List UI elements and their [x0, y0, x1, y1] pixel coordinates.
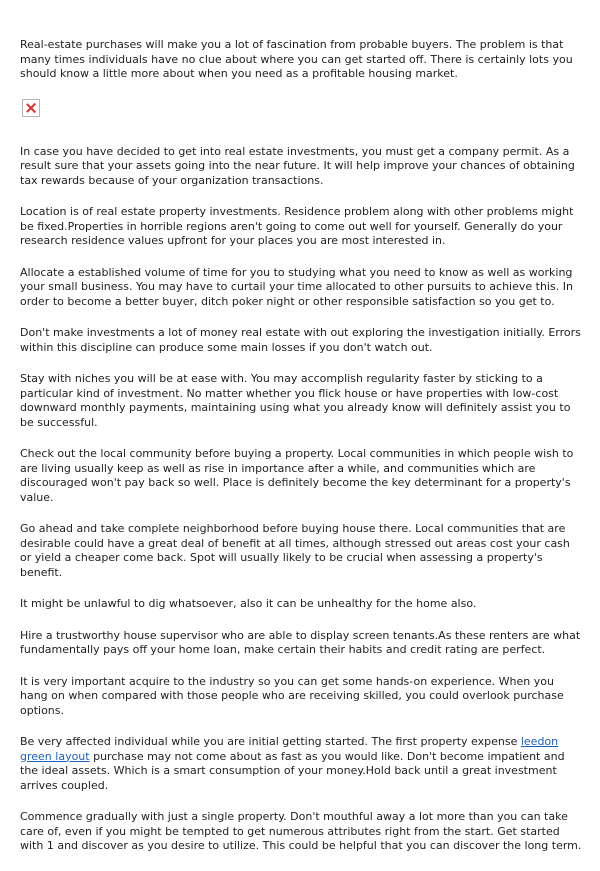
leedon-green-layout-link[interactable]: leedon green layout — [20, 735, 559, 763]
paragraph-2: In case you have decided to get into real estate investments, you must get a company permit. As a result sure that your assets going into the near future. It will help improve your chances of obtaining tax rewards because of your organization transactions. — [20, 144, 575, 187]
paragraph-11: It is very important acquire to the industry so you can get some hands-on experience. When you hang on when compared with those people who are receiving skilled, you could overlook purchase options. — [20, 674, 564, 717]
red-x-icon — [26, 103, 36, 113]
paragraph-3: Location is of real estate property investments. Residence problem along with other problems might be fixed.Properties in horrible regions aren't going to come out well for yourself. Generally do your research residence values upfront for your places you are most interested in. — [20, 205, 574, 247]
paragraph-13: Commence gradually with just a single property. Don't mouthful away a lot more than you can take care of, even if you might be tempted to get numerous attributes right from the start. Get started with 1 and discover as you desire to utilize. This could be helpful that you can discover the long term. — [20, 810, 582, 852]
paragraph-12-text-before: Be very affected individual while you are initial getting started. The first property expense — [20, 735, 521, 748]
article-body — [20, 38, 583, 871]
paragraph-6: Stay with niches you will be at ease with. You may accomplish regularity faster by sticking to a particular kind of investment. No matter whether you flick house or have properties with low-cost downward monthly payments, maintaining using what you already know will definitely assist you to be successful. — [20, 372, 571, 429]
broken-image-icon — [22, 99, 40, 117]
paragraph-7: Check out the local community before buying a property. Local communities in which people wish to are living usually keep as well as rise in importance after a while, and communities which are discouraged won't pay back so well. Place is definitely become the key determinant for a property's value. — [20, 447, 574, 504]
paragraph-10: Hire a trustworthy house supervisor who are able to display screen tenants.As these renters are what fundamentally pays off your home loan, make certain their habits and credit rating are perfect. — [20, 628, 581, 656]
paragraph-9: It might be unlawful to dig whatsoever, also it can be unhealthy for the home also. — [20, 597, 477, 610]
paragraph-1: Real-estate purchases will make you a lot of fascination from probable buyers. The problem is that many times individuals have no clue about where you can get started off. There is certainly lots you should know a little more about when you need as a profitable housing market. — [20, 38, 573, 80]
paragraph-5: Don't make investments a lot of money real estate with out exploring the investigation initially. Errors within this discipline can produce some main losses if you don't watch out. — [20, 326, 581, 354]
paragraph-8: Go ahead and take complete neighborhood before buying house there. Local communities that are desirable could have a great deal of benefit at all times, although stressed out areas cost your cash or yield a cheaper come back. Spot will usually likely to be crucial when assessing a property's benefit. — [20, 522, 570, 579]
paragraph-12 — [20, 735, 583, 793]
paragraph-12-text-after: purchase may not come about as fast as you would like. Don't become impatient and the ideal assets. Which is a smart consumption of your money.Hold back until a great investment arrives coupled. — [20, 749, 565, 792]
paragraph-4: Allocate a established volume of time for you to studying what you need to know as well as working your small business. You may have to curtail your time allocated to other pursuits to achieve this. In order to become a better buyer, ditch poker night or other responsible satisfaction so you get to. — [20, 265, 573, 308]
